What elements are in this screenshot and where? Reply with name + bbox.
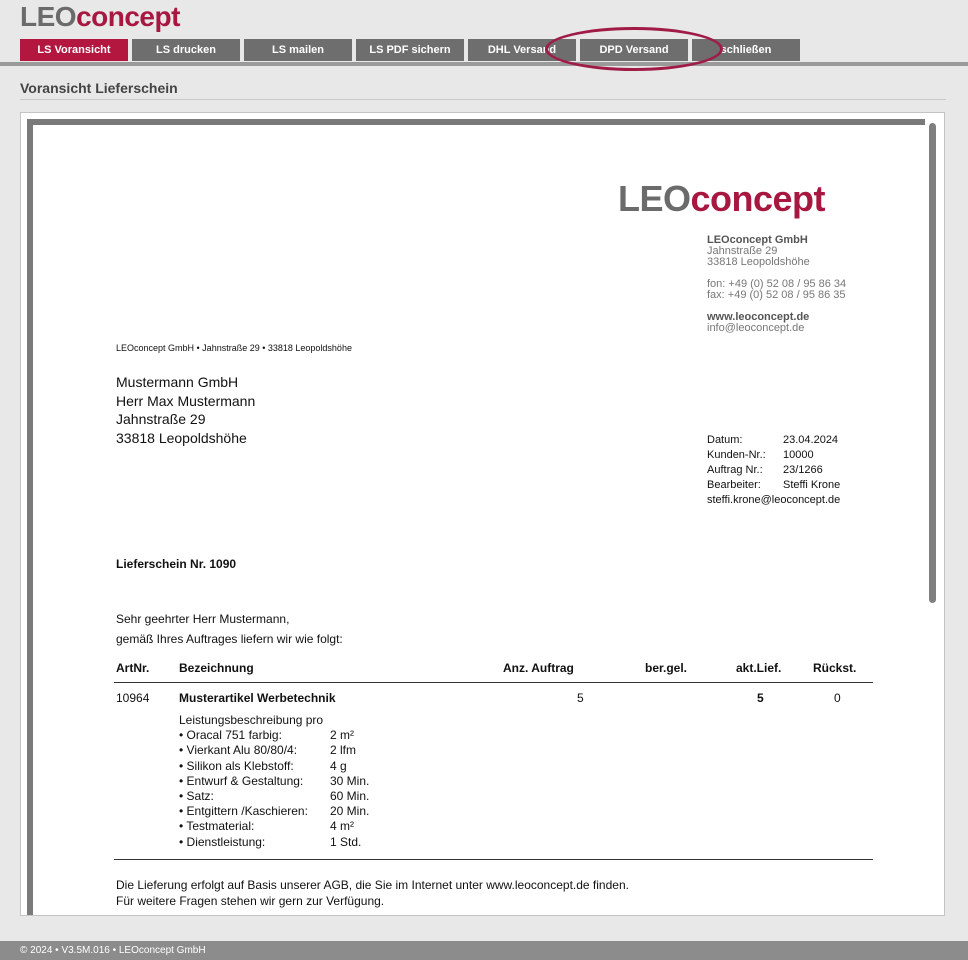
cell-rueckst: 0 bbox=[834, 691, 841, 705]
tab-dpd-versand[interactable]: DPD Versand bbox=[580, 39, 688, 61]
document-logo bbox=[618, 178, 826, 219]
company-name: LEOconcept GmbH bbox=[707, 234, 808, 246]
desc-value: 4 m² bbox=[330, 819, 354, 834]
toolbar-tabs bbox=[20, 39, 800, 61]
recipient-line: Herr Max Mustermann bbox=[116, 392, 256, 409]
desc-value: 60 Min. bbox=[330, 789, 370, 804]
intro-text: gemäß Ihres Auftrages liefern wir wie folgt: bbox=[116, 632, 343, 646]
desc-key: • Testmaterial: bbox=[179, 819, 255, 834]
app-logo bbox=[20, 3, 180, 31]
sender-line: LEOconcept GmbH • Jahnstraße 29 • 33818 Leopoldshöhe bbox=[116, 343, 352, 353]
doc-logo-concept-text: concept bbox=[690, 178, 826, 219]
meta-editor-email: steffi.krone@leoconcept.de bbox=[707, 494, 841, 506]
desc-key: • Entwurf & Gestaltung: bbox=[179, 773, 304, 788]
company-city: 33818 Leopoldshöhe bbox=[707, 256, 810, 268]
header-artnr: ArtNr. bbox=[116, 661, 150, 675]
desc-value: 2 m² bbox=[330, 728, 354, 743]
logo-leo-text: LEO bbox=[20, 1, 77, 32]
header-ber-gel: ber.gel. bbox=[645, 661, 688, 675]
table-divider bbox=[114, 682, 873, 683]
recipient-line: 33818 Leopoldshöhe bbox=[116, 429, 247, 446]
company-web: www.leoconcept.de bbox=[707, 311, 810, 323]
document-title: Lieferschein Nr. 1090 bbox=[116, 557, 237, 571]
company-address-block bbox=[707, 235, 846, 334]
desc-key: • Dienstleistung: bbox=[179, 834, 266, 849]
salutation: Sehr geehrter Herr Mustermann, bbox=[116, 612, 290, 626]
closing-line: Für weitere Fragen stehen wir gern zur Verfügung. bbox=[116, 894, 385, 908]
meta-order: 23/1266 bbox=[783, 464, 823, 476]
cell-artnr: 10964 bbox=[116, 691, 150, 705]
desc-value: 2 lfm bbox=[330, 743, 357, 758]
desc-value: 1 Std. bbox=[330, 834, 362, 849]
tab-ls-drucken[interactable]: LS drucken bbox=[132, 39, 240, 61]
meta-label: Datum: bbox=[707, 434, 743, 446]
company-phone: fon: +49 (0) 52 08 / 95 86 34 bbox=[707, 278, 847, 290]
recipient-line: Jahnstraße 29 bbox=[116, 411, 206, 427]
salutation-block bbox=[116, 609, 343, 649]
document-page bbox=[33, 125, 925, 916]
tab-ls-pdf-sichern[interactable]: LS PDF sichern bbox=[356, 39, 464, 61]
document-viewport bbox=[27, 119, 925, 916]
recipient-line: Mustermann GmbH bbox=[116, 374, 239, 390]
meta-label: Bearbeiter: bbox=[707, 479, 761, 491]
desc-key: • Satz: bbox=[179, 789, 214, 804]
document-meta bbox=[707, 433, 840, 508]
desc-value: 20 Min. bbox=[330, 804, 370, 819]
description-title: Leistungsbeschreibung pro bbox=[179, 713, 324, 727]
company-fax: fax: +49 (0) 52 08 / 95 86 35 bbox=[707, 289, 846, 301]
section-divider bbox=[20, 99, 946, 100]
closing-line: Die Lieferung erfolgt auf Basis unserer AGB, die Sie im Internet unter www.leoconcept.de finden. bbox=[116, 878, 629, 892]
header-akt-lief: akt.Lief. bbox=[736, 661, 782, 675]
preview-scrollbar[interactable] bbox=[929, 123, 936, 603]
meta-label: Kunden-Nr.: bbox=[707, 449, 766, 461]
desc-value: 30 Min. bbox=[330, 773, 370, 788]
meta-label: Auftrag Nr.: bbox=[707, 464, 763, 476]
tab-bar-divider bbox=[0, 62, 968, 66]
desc-key: • Silikon als Klebstoff: bbox=[179, 758, 294, 773]
cell-bezeichnung: Musterartikel Werbetechnik bbox=[179, 691, 336, 705]
meta-customer: 10000 bbox=[783, 449, 814, 461]
desc-key: • Vierkant Alu 80/80/4: bbox=[179, 743, 298, 758]
table-header bbox=[116, 661, 873, 679]
item-description bbox=[179, 713, 369, 850]
tab-dhl-versand[interactable]: DHL Versand bbox=[468, 39, 576, 61]
company-street: Jahnstraße 29 bbox=[707, 245, 778, 257]
company-email: info@leoconcept.de bbox=[707, 322, 805, 334]
cell-anz-auftrag: 5 bbox=[577, 691, 584, 705]
tab-ls-mailen[interactable]: LS mailen bbox=[244, 39, 352, 61]
document-preview bbox=[20, 112, 945, 916]
desc-value: 4 g bbox=[330, 758, 347, 773]
doc-logo-leo-text: LEO bbox=[618, 178, 691, 219]
meta-editor: Steffi Krone bbox=[783, 479, 841, 491]
header-rueckst: Rückst. bbox=[813, 661, 857, 675]
meta-date: 23.04.2024 bbox=[783, 434, 839, 446]
logo-concept-text: concept bbox=[76, 1, 180, 32]
recipient-address bbox=[116, 373, 255, 447]
tab-schliessen[interactable]: schließen bbox=[692, 39, 800, 61]
table-divider bbox=[114, 859, 873, 860]
header-anz-auftrag: Anz. Auftrag bbox=[503, 661, 574, 675]
header-bezeichnung: Bezeichnung bbox=[179, 661, 254, 675]
cell-akt-lief: 5 bbox=[757, 691, 764, 705]
tab-ls-voransicht[interactable]: LS Voransicht bbox=[20, 39, 128, 61]
desc-key: • Oracal 751 farbig: bbox=[179, 728, 282, 743]
closing-text bbox=[116, 877, 629, 909]
desc-key: • Entgittern /Kaschieren: bbox=[179, 804, 308, 819]
footer: © 2024 • V3.5M.016 • LEOconcept GmbH bbox=[0, 941, 968, 960]
page-title: Voransicht Lieferschein bbox=[20, 80, 178, 96]
